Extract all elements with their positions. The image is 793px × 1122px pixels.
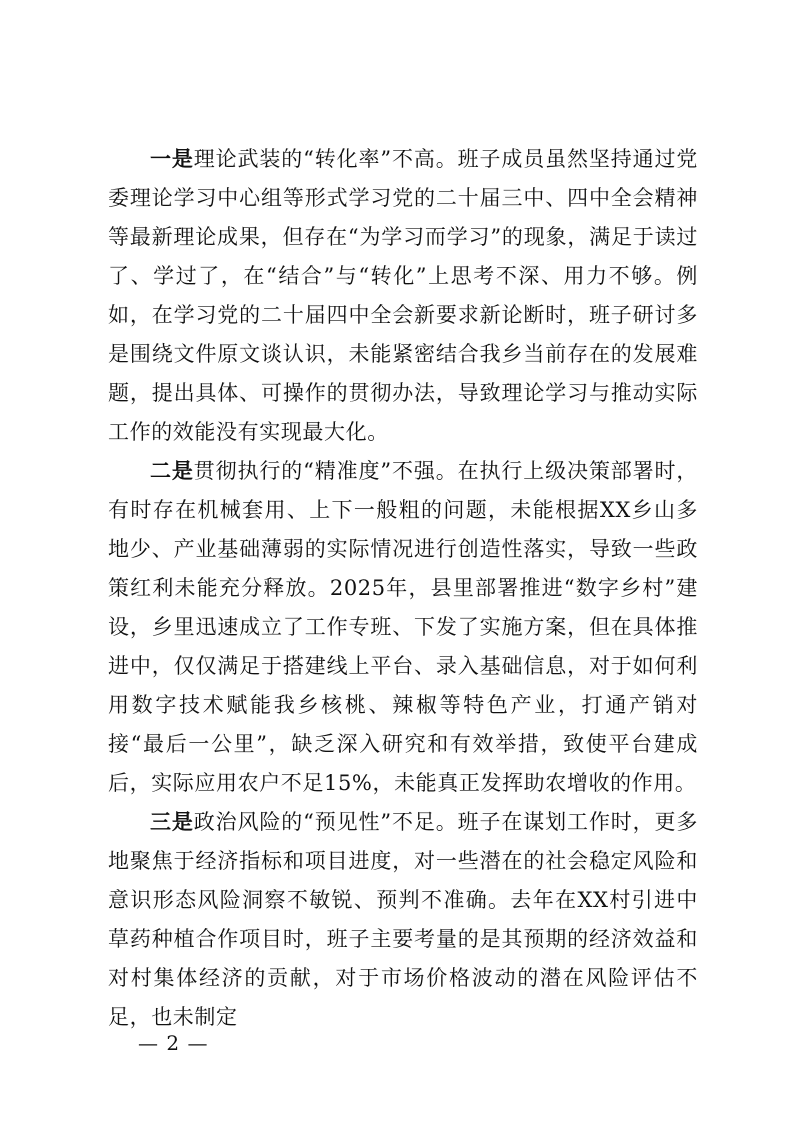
paragraph-1 [108, 140, 698, 452]
paragraph-1-lead: 一是 [150, 147, 194, 171]
paragraph-2 [108, 452, 698, 803]
paragraph-3-lead: 三是 [150, 810, 194, 834]
paragraph-2-lead: 二是 [150, 459, 194, 483]
paragraph-1-text: 理论武装的“转化率”不高。班子成员虽然坚持通过党委理论学习中心组等形式学习党的二十届三中、四中全会精神等最新理论成果，但存在“为学习而学习”的现象，满足于读过了、学过了，在“结合”与“转化”上思考不深、用力不够。例如，在学习党的二十届四中全会新要求新论断时，班子研讨多是围绕文件原文谈认识，未能紧密结合我乡当前存在的发展难题，提出具体、可操作的贯彻办法，导致理论学习与推动实际工作的效能没有实现最大化。 [108, 147, 699, 444]
paragraph-3 [108, 803, 698, 1037]
page-number: — 2 — [138, 1031, 209, 1055]
paragraph-3-text: 政治风险的“预见性”不足。班子在谋划工作时，更多地聚焦于经济指标和项目进度，对一些潜在的社会稳定风险和意识形态风险洞察不敏锐、预判不准确。去年在XX村引进中草药种植合作项目时，班子主要考量的是其预期的经济效益和对村集体经济的贡献，对于市场价格波动的潜在风险评估不足，也未制定 [108, 810, 699, 1029]
paragraph-2-text: 贯彻执行的“精准度”不强。在执行上级决策部署时，有时存在机械套用、上下一般粗的问题，未能根据XX乡山多地少、产业基础薄弱的实际情况进行创造性落实，导致一些政策红利未能充分释放。2025年，县里部署推进“数字乡村”建设，乡里迅速成立了工作专班、下发了实施方案，但在具体推进中，仅仅满足于搭建线上平台、录入基础信息，对于如何利用数字技术赋能我乡核桃、辣椒等特色产业，打通产销对接“最后一公里”，缺乏深入研究和有效举措，致使平台建成后，实际应用农户不足15%，未能真正发挥助农增收的作用。 [108, 459, 699, 795]
document-body [108, 140, 698, 1037]
